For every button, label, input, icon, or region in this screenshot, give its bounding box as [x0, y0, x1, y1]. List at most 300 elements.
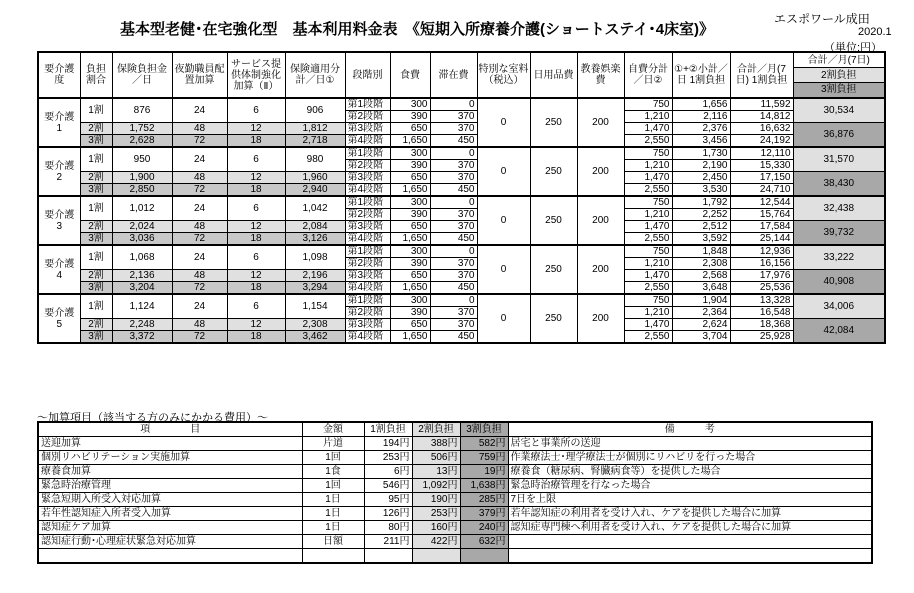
col-total: 合計／月(7日) 1割負担	[730, 52, 793, 98]
care-level	[38, 98, 80, 147]
addon-col-note: 備 考	[508, 422, 872, 437]
stay-cell: 0	[430, 294, 477, 307]
service-cell: 18	[227, 233, 285, 246]
addon-note: 認知症専門棟へ利用者を受け入れ、ケアを提供した場合に加算	[508, 521, 872, 535]
addon-amount: 片道	[302, 437, 364, 451]
night-cell: 72	[172, 331, 227, 344]
fee-table-header	[38, 52, 885, 98]
monthly-3-cell: 42,084	[793, 319, 885, 344]
total-cell: 25,144	[730, 233, 793, 246]
addon-item: 療養食加算	[38, 465, 302, 479]
insurance-cell: 2,136	[112, 270, 172, 282]
addon-amount: 1日	[302, 507, 364, 521]
addon-col-r2: 2割負担	[412, 422, 460, 437]
col-monthly-3: 3割負担	[794, 83, 885, 97]
col-monthly	[793, 52, 885, 98]
addon-r2: 388円	[412, 437, 460, 451]
self-cost-cell: 2,550	[624, 282, 672, 295]
care-level	[38, 294, 80, 343]
care-level-num: 4	[56, 269, 63, 281]
fee-row	[38, 135, 885, 148]
base-cell: 2,940	[285, 184, 345, 197]
food-cell: 1,650	[390, 135, 430, 148]
col-daily: 日用品費	[530, 52, 577, 98]
addon-r2: 160円	[412, 521, 460, 535]
self-cost-cell: 750	[624, 196, 672, 209]
insurance-cell: 3,204	[112, 282, 172, 295]
addon-r2	[412, 549, 460, 563]
total-cell: 25,928	[730, 331, 793, 344]
service-cell: 6	[227, 196, 285, 221]
monthly-3-cell: 39,732	[793, 221, 885, 246]
addon-note	[508, 549, 872, 563]
col-monthly-2: 2割負担	[794, 68, 885, 83]
night-cell: 24	[172, 196, 227, 221]
rate-cell: 3割	[80, 184, 112, 197]
insurance-cell: 1,124	[112, 294, 172, 319]
addon-col-r1: 1割負担	[364, 422, 412, 437]
monthly-2-cell: 30,534	[793, 98, 885, 123]
subtotal-cell: 3,704	[672, 331, 730, 344]
total-cell: 15,764	[730, 209, 793, 221]
addon-r1: 194円	[364, 437, 412, 451]
addon-r1: 6円	[364, 465, 412, 479]
addon-note	[508, 535, 872, 549]
stage-cell: 第1段階	[345, 196, 390, 209]
fee-row	[38, 123, 885, 135]
self-cost-cell: 1,210	[624, 258, 672, 270]
daily-cell: 250	[530, 196, 577, 245]
care-level-num: 1	[56, 122, 63, 134]
self-cost-cell: 1,470	[624, 172, 672, 184]
monthly-2-cell: 32,438	[793, 196, 885, 221]
total-cell: 15,330	[730, 160, 793, 172]
insurance-cell: 3,036	[112, 233, 172, 246]
addon-col-r3: 3割負担	[460, 422, 508, 437]
fee-row	[38, 282, 885, 295]
addon-item: 緊急短期入所受入対応加算	[38, 493, 302, 507]
col-base: 保険適用分計／日①	[285, 52, 345, 98]
fee-row	[38, 233, 885, 246]
stay-cell: 450	[430, 233, 477, 246]
rate-cell: 1割	[80, 147, 112, 172]
addon-r3: 1,638円	[460, 479, 508, 493]
fee-row	[38, 294, 885, 307]
addon-r2: 13円	[412, 465, 460, 479]
stay-cell: 370	[430, 172, 477, 184]
stage-cell: 第2段階	[345, 258, 390, 270]
stage-cell: 第2段階	[345, 307, 390, 319]
stay-cell: 370	[430, 270, 477, 282]
base-cell: 2,308	[285, 319, 345, 331]
care-level-label: 要介護	[44, 209, 75, 221]
addon-r1: 546円	[364, 479, 412, 493]
addon-row	[38, 507, 872, 521]
total-cell: 16,548	[730, 307, 793, 319]
addon-r1: 211円	[364, 535, 412, 549]
special-cell: 0	[477, 294, 530, 343]
culture-cell: 200	[577, 98, 624, 147]
addon-r2: 190円	[412, 493, 460, 507]
stay-cell: 450	[430, 331, 477, 344]
total-cell: 13,328	[730, 294, 793, 307]
insurance-cell: 2,628	[112, 135, 172, 148]
addon-r2: 1,092円	[412, 479, 460, 493]
self-cost-cell: 1,210	[624, 307, 672, 319]
insurance-cell: 876	[112, 98, 172, 123]
food-cell: 1,650	[390, 233, 430, 246]
night-cell: 72	[172, 233, 227, 246]
food-cell: 390	[390, 160, 430, 172]
base-cell: 906	[285, 98, 345, 123]
rate-cell: 3割	[80, 135, 112, 148]
culture-cell: 200	[577, 147, 624, 196]
stay-cell: 370	[430, 258, 477, 270]
stay-cell: 370	[430, 123, 477, 135]
subtotal-cell: 1,792	[672, 196, 730, 209]
service-cell: 12	[227, 172, 285, 184]
col-stage: 段階別	[345, 52, 390, 98]
subtotal-cell: 3,456	[672, 135, 730, 148]
addon-note: 緊急時治療管理を行なった場合	[508, 479, 872, 493]
total-cell: 17,584	[730, 221, 793, 233]
subtotal-cell: 2,190	[672, 160, 730, 172]
addon-r3: 285円	[460, 493, 508, 507]
service-cell: 6	[227, 294, 285, 319]
page-title: 基本型老健･在宅強化型 基本利用料金表 《短期入所療養介護(ショートステイ･4床室)》	[120, 21, 715, 38]
addon-r1: 253円	[364, 451, 412, 465]
base-cell: 1,098	[285, 245, 345, 270]
insurance-cell: 950	[112, 147, 172, 172]
self-cost-cell: 1,470	[624, 270, 672, 282]
base-cell: 3,462	[285, 331, 345, 344]
service-cell: 12	[227, 221, 285, 233]
food-cell: 390	[390, 258, 430, 270]
addon-r3: 582円	[460, 437, 508, 451]
food-cell: 300	[390, 245, 430, 258]
night-cell: 24	[172, 98, 227, 123]
food-cell: 1,650	[390, 184, 430, 197]
addon-amount	[302, 549, 364, 563]
base-cell: 1,042	[285, 196, 345, 221]
insurance-cell: 1,068	[112, 245, 172, 270]
food-cell: 390	[390, 307, 430, 319]
addon-r1: 80円	[364, 521, 412, 535]
addon-r3: 240円	[460, 521, 508, 535]
total-cell: 25,536	[730, 282, 793, 295]
service-cell: 12	[227, 319, 285, 331]
culture-cell: 200	[577, 245, 624, 294]
subtotal-cell: 2,252	[672, 209, 730, 221]
food-cell: 300	[390, 294, 430, 307]
food-cell: 300	[390, 147, 430, 160]
fee-row	[38, 319, 885, 331]
addon-header	[38, 422, 872, 437]
addon-amount: 1日	[302, 521, 364, 535]
addon-col-amount: 金額	[302, 422, 364, 437]
stay-cell: 370	[430, 111, 477, 123]
service-cell: 12	[227, 123, 285, 135]
total-cell: 12,936	[730, 245, 793, 258]
addon-note: 7日を上限	[508, 493, 872, 507]
addon-r2: 422円	[412, 535, 460, 549]
night-cell: 72	[172, 184, 227, 197]
special-cell: 0	[477, 245, 530, 294]
self-cost-cell: 750	[624, 245, 672, 258]
monthly-2-cell: 33,222	[793, 245, 885, 270]
total-cell: 16,156	[730, 258, 793, 270]
stay-cell: 0	[430, 196, 477, 209]
food-cell: 650	[390, 319, 430, 331]
rate-cell: 2割	[80, 221, 112, 233]
subtotal-cell: 2,308	[672, 258, 730, 270]
care-level-label: 要介護	[44, 307, 75, 319]
night-cell: 48	[172, 270, 227, 282]
self-cost-cell: 750	[624, 147, 672, 160]
stage-cell: 第4段階	[345, 331, 390, 344]
stage-cell: 第1段階	[345, 294, 390, 307]
base-cell: 1,960	[285, 172, 345, 184]
stage-cell: 第3段階	[345, 123, 390, 135]
facility-name: エスポワール成田	[774, 12, 870, 26]
insurance-cell: 2,024	[112, 221, 172, 233]
self-cost-cell: 1,210	[624, 209, 672, 221]
addon-r3: 379円	[460, 507, 508, 521]
stay-cell: 370	[430, 319, 477, 331]
stay-cell: 450	[430, 135, 477, 148]
unit-label: （単位:円）	[824, 42, 883, 54]
addon-row	[38, 521, 872, 535]
addon-r3: 759円	[460, 451, 508, 465]
addon-r1	[364, 549, 412, 563]
stay-cell: 370	[430, 209, 477, 221]
insurance-cell: 1,012	[112, 196, 172, 221]
stay-cell: 370	[430, 307, 477, 319]
insurance-cell: 1,900	[112, 172, 172, 184]
addon-item: 緊急時治療管理	[38, 479, 302, 493]
base-cell: 1,812	[285, 123, 345, 135]
base-cell: 2,196	[285, 270, 345, 282]
self-cost-cell: 2,550	[624, 331, 672, 344]
base-cell: 3,126	[285, 233, 345, 246]
food-cell: 1,650	[390, 282, 430, 295]
service-cell: 12	[227, 270, 285, 282]
fee-row	[38, 196, 885, 209]
addon-r2: 506円	[412, 451, 460, 465]
food-cell: 650	[390, 172, 430, 184]
subtotal-cell: 3,530	[672, 184, 730, 197]
col-culture: 教養娯楽費	[577, 52, 624, 98]
total-cell: 14,812	[730, 111, 793, 123]
addon-note: 作業療法士･理学療法士が個別にリハビリを行った場合	[508, 451, 872, 465]
self-cost-cell: 2,550	[624, 233, 672, 246]
addon-col-item: 項 目	[38, 422, 302, 437]
stay-cell: 0	[430, 98, 477, 111]
addon-r3: 632円	[460, 535, 508, 549]
issue-date: 2020.1	[858, 26, 892, 38]
stage-cell: 第2段階	[345, 111, 390, 123]
col-insurance: 保険負担金／日	[112, 52, 172, 98]
stay-cell: 0	[430, 147, 477, 160]
fee-row	[38, 245, 885, 258]
rate-cell: 2割	[80, 123, 112, 135]
food-cell: 650	[390, 270, 430, 282]
care-level-num: 5	[56, 318, 63, 330]
special-cell: 0	[477, 98, 530, 147]
total-cell: 18,368	[730, 319, 793, 331]
stay-cell: 0	[430, 245, 477, 258]
subtotal-cell: 1,730	[672, 147, 730, 160]
fee-table	[37, 51, 886, 344]
rate-cell: 1割	[80, 98, 112, 123]
subtotal-cell: 1,656	[672, 98, 730, 111]
addon-row	[38, 479, 872, 493]
culture-cell: 200	[577, 196, 624, 245]
daily-cell: 250	[530, 245, 577, 294]
stay-cell: 370	[430, 221, 477, 233]
fee-row	[38, 98, 885, 111]
addon-r1: 95円	[364, 493, 412, 507]
addon-note: 居宅と事業所の送迎	[508, 437, 872, 451]
total-cell: 11,592	[730, 98, 793, 111]
food-cell: 300	[390, 98, 430, 111]
col-monthly-label: 合計／月(7日)	[794, 53, 885, 68]
base-cell: 3,294	[285, 282, 345, 295]
stay-cell: 450	[430, 282, 477, 295]
food-cell: 390	[390, 209, 430, 221]
night-cell: 24	[172, 294, 227, 319]
night-cell: 72	[172, 282, 227, 295]
stage-cell: 第4段階	[345, 184, 390, 197]
culture-cell: 200	[577, 294, 624, 343]
fee-row	[38, 184, 885, 197]
self-cost-cell: 2,550	[624, 184, 672, 197]
stay-cell: 370	[430, 160, 477, 172]
monthly-3-cell: 40,908	[793, 270, 885, 295]
subtotal-cell: 2,512	[672, 221, 730, 233]
stage-cell: 第1段階	[345, 245, 390, 258]
self-cost-cell: 2,550	[624, 135, 672, 148]
care-level-num: 2	[56, 171, 63, 183]
monthly-2-cell: 34,006	[793, 294, 885, 319]
addon-note: 療養食（糖尿病、腎臓病食等）を提供した場合	[508, 465, 872, 479]
col-night: 夜勤職員配置加算	[172, 52, 227, 98]
service-cell: 18	[227, 331, 285, 344]
total-cell: 12,544	[730, 196, 793, 209]
addon-row	[38, 535, 872, 549]
col-service: サービス提供体制強化加算（Ⅱ）	[227, 52, 285, 98]
addon-caption: ～加算項目（該当する方のみにかかる費用）～	[37, 412, 268, 424]
addon-row	[38, 493, 872, 507]
daily-cell: 250	[530, 294, 577, 343]
rate-cell: 3割	[80, 233, 112, 246]
daily-cell: 250	[530, 147, 577, 196]
monthly-3-cell: 38,430	[793, 172, 885, 197]
service-cell: 18	[227, 135, 285, 148]
base-cell: 2,084	[285, 221, 345, 233]
subtotal-cell: 1,904	[672, 294, 730, 307]
care-level	[38, 245, 80, 294]
addon-item	[38, 549, 302, 563]
subtotal-cell: 2,116	[672, 111, 730, 123]
monthly-2-cell: 31,570	[793, 147, 885, 172]
stage-cell: 第3段階	[345, 172, 390, 184]
subtotal-cell: 2,364	[672, 307, 730, 319]
rate-cell: 2割	[80, 172, 112, 184]
self-cost-cell: 750	[624, 294, 672, 307]
total-cell: 17,150	[730, 172, 793, 184]
addon-amount: 1日	[302, 493, 364, 507]
fee-row	[38, 221, 885, 233]
base-cell: 2,718	[285, 135, 345, 148]
stage-cell: 第2段階	[345, 160, 390, 172]
addon-item: 若年性認知症入所者受入加算	[38, 507, 302, 521]
fee-row	[38, 147, 885, 160]
food-cell: 390	[390, 111, 430, 123]
food-cell: 1,650	[390, 331, 430, 344]
subtotal-cell: 3,648	[672, 282, 730, 295]
fee-row	[38, 331, 885, 344]
base-cell: 980	[285, 147, 345, 172]
addon-row	[38, 451, 872, 465]
total-cell: 24,192	[730, 135, 793, 148]
stage-cell: 第3段階	[345, 221, 390, 233]
total-cell: 16,632	[730, 123, 793, 135]
col-level: 要介護度	[38, 52, 80, 98]
care-level-label: 要介護	[44, 111, 75, 123]
addon-amount: 1食	[302, 465, 364, 479]
rate-cell: 3割	[80, 282, 112, 295]
night-cell: 48	[172, 172, 227, 184]
fee-row	[38, 270, 885, 282]
total-cell: 17,976	[730, 270, 793, 282]
addon-row	[38, 437, 872, 451]
stage-cell: 第4段階	[345, 135, 390, 148]
night-cell: 24	[172, 245, 227, 270]
col-subtotal: ①+②小計／日 1割負担	[672, 52, 730, 98]
stage-cell: 第2段階	[345, 209, 390, 221]
service-cell: 18	[227, 282, 285, 295]
self-cost-cell: 750	[624, 98, 672, 111]
col-stay: 滞在費	[430, 52, 477, 98]
subtotal-cell: 3,592	[672, 233, 730, 246]
addon-item: 認知症行動･心理症状緊急対応加算	[38, 535, 302, 549]
addon-amount: 日額	[302, 535, 364, 549]
col-food: 食費	[390, 52, 430, 98]
stage-cell: 第4段階	[345, 233, 390, 246]
addon-row	[38, 549, 872, 563]
col-self: 自費分計／日②	[624, 52, 672, 98]
addon-amount: 1回	[302, 479, 364, 493]
stage-cell: 第1段階	[345, 98, 390, 111]
self-cost-cell: 1,470	[624, 319, 672, 331]
food-cell: 650	[390, 123, 430, 135]
service-cell: 6	[227, 147, 285, 172]
night-cell: 24	[172, 147, 227, 172]
special-cell: 0	[477, 147, 530, 196]
insurance-cell: 3,372	[112, 331, 172, 344]
self-cost-cell: 1,470	[624, 123, 672, 135]
stage-cell: 第4段階	[345, 282, 390, 295]
self-cost-cell: 1,210	[624, 111, 672, 123]
stage-cell: 第3段階	[345, 319, 390, 331]
special-cell: 0	[477, 196, 530, 245]
subtotal-cell: 2,568	[672, 270, 730, 282]
stage-cell: 第3段階	[345, 270, 390, 282]
insurance-cell: 2,248	[112, 319, 172, 331]
subtotal-cell: 2,624	[672, 319, 730, 331]
care-level-label: 要介護	[44, 160, 75, 172]
